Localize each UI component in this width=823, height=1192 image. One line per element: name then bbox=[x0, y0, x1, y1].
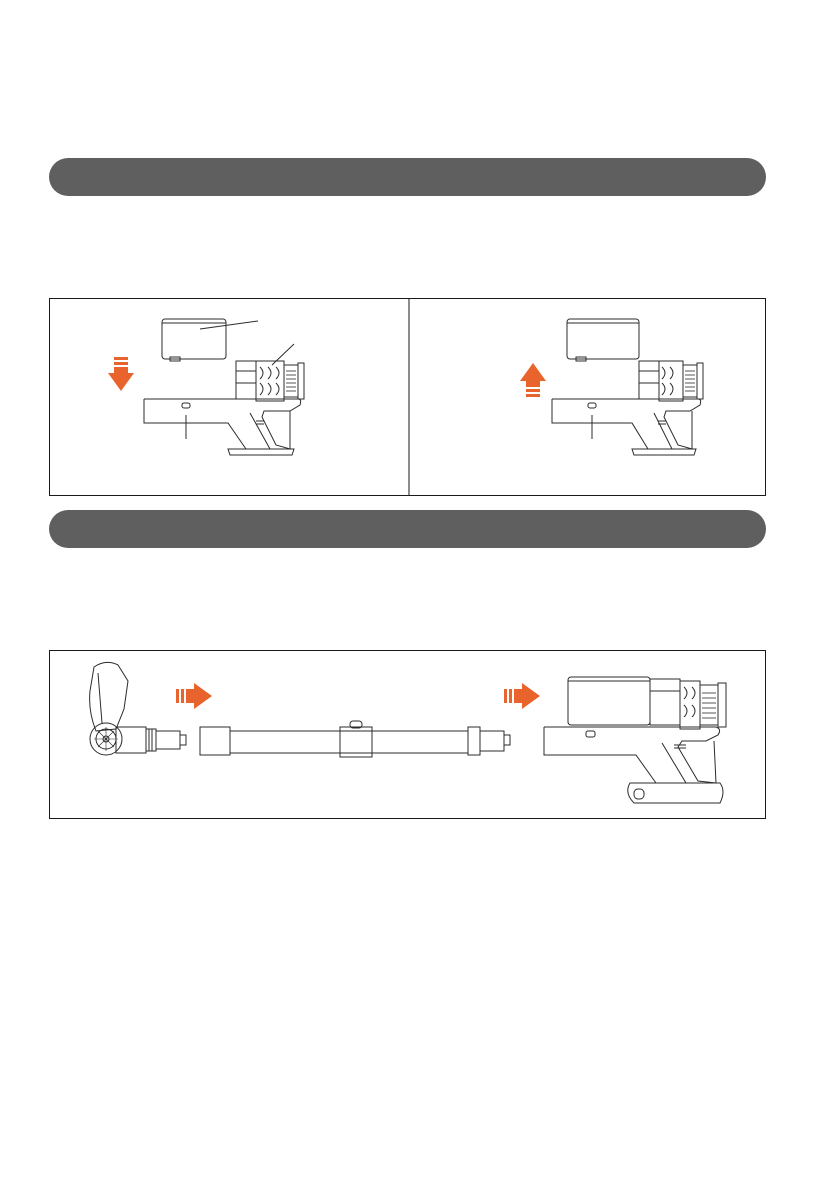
vacuum-body-right bbox=[552, 319, 703, 455]
cyclone bbox=[680, 681, 700, 729]
battery-pack bbox=[568, 677, 650, 725]
extension-tube bbox=[200, 721, 510, 757]
base-plate-right bbox=[632, 449, 696, 455]
battery-pack-right bbox=[567, 319, 639, 359]
leader-line-lock bbox=[272, 344, 294, 365]
leader-line-battery bbox=[200, 321, 258, 329]
arrow-right-icon bbox=[176, 683, 212, 709]
release-button-right bbox=[588, 403, 596, 408]
section-header-bar-1 bbox=[49, 158, 766, 196]
arrow-up-icon bbox=[520, 363, 546, 397]
figure-tube-attach bbox=[49, 650, 766, 819]
section-header-bar-2 bbox=[49, 510, 766, 548]
base-plate-left bbox=[228, 449, 294, 455]
handheld-vacuum bbox=[544, 677, 726, 803]
release-button bbox=[586, 731, 595, 737]
battery-pack-left bbox=[162, 319, 226, 359]
vacuum-body-left bbox=[144, 319, 304, 455]
arrow-right-icon bbox=[504, 683, 540, 709]
figure-battery-attach bbox=[49, 298, 766, 496]
figure-tube-attach-svg bbox=[50, 651, 765, 818]
floor-brush-head bbox=[90, 662, 186, 755]
charging-base bbox=[628, 783, 723, 803]
brush-neck bbox=[146, 729, 156, 751]
figure-battery-attach-svg bbox=[50, 299, 765, 495]
handle-left bbox=[144, 399, 301, 449]
handle-right bbox=[552, 399, 701, 449]
release-button-left bbox=[182, 403, 190, 408]
arrow-down-icon bbox=[108, 357, 134, 391]
